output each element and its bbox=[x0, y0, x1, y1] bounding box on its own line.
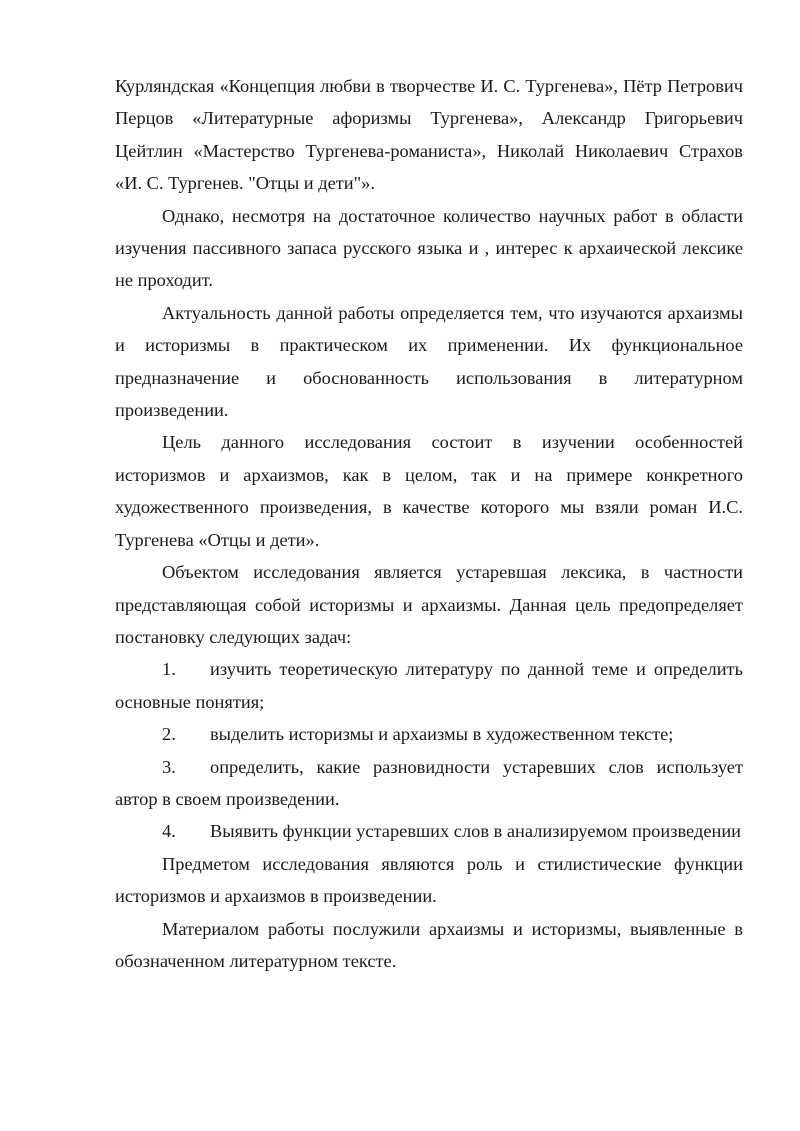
task-text: изучить теоретическую литературу по данной теме и определить основные понятия; bbox=[115, 659, 743, 712]
paragraph-subject: Предметом исследования являются роль и стилистические функции историзмов и архаизмов в произведении. bbox=[115, 853, 743, 907]
paragraph-relevance: Актуальность данной работы определяется тем, что изучаются архаизмы и историзмы в практическом их применении. Их функциональное предназначение и обоснованность использования в литературном произведении. bbox=[115, 302, 743, 421]
task-text: выделить историзмы и архаизмы в художественном тексте; bbox=[210, 724, 674, 745]
task-text: определить, какие разновидности устаревших слов использует автор в своем произведении. bbox=[115, 756, 743, 809]
task-number: 1. bbox=[162, 659, 176, 680]
task-item-3 bbox=[115, 751, 743, 816]
intro-paragraph: Курляндская «Концепция любви в творчестве И. С. Тургенева», Пётр Петрович Перцов «Литературные афоризмы Тургенева», Александр Григорьевич Цейтлин «Мастерство Тургенева-романиста», Николай Николаевич Страхов «И. С. Тургенев. "Отцы и дети"». bbox=[115, 76, 743, 194]
task-item-2 bbox=[115, 718, 743, 750]
document-page bbox=[115, 70, 743, 977]
paragraph-passive-vocabulary: Однако, несмотря на достаточное количество научных работ в области изучения пассивного запаса русского языка и , интерес к архаической лексике не проходит. bbox=[115, 205, 743, 291]
task-text: Выявить функции устаревших слов в анализируемом произведении bbox=[210, 821, 742, 842]
paragraph-object: Объектом исследования является устаревшая лексика, в частности представляющая собой историзмы и архаизмы. Данная цель предопределяет постановку следующих задач: bbox=[115, 562, 743, 647]
task-item-1 bbox=[115, 653, 743, 718]
paragraph-material: Материалом работы послужили архаизмы и историзмы, выявленные в обозначенном литературном тексте. bbox=[115, 918, 743, 971]
task-item-4 bbox=[115, 815, 743, 847]
task-number: 3. bbox=[162, 756, 176, 777]
task-number: 4. bbox=[162, 821, 176, 842]
paragraph-goal: Цель данного исследования состоит в изучении особенностей историзмов и архаизмов, как в целом, так и на примере конкретного художественного произведения, в качестве которого мы взяли роман И.С. Тургенева «Отцы и дети». bbox=[115, 432, 743, 550]
task-number: 2. bbox=[162, 724, 176, 745]
